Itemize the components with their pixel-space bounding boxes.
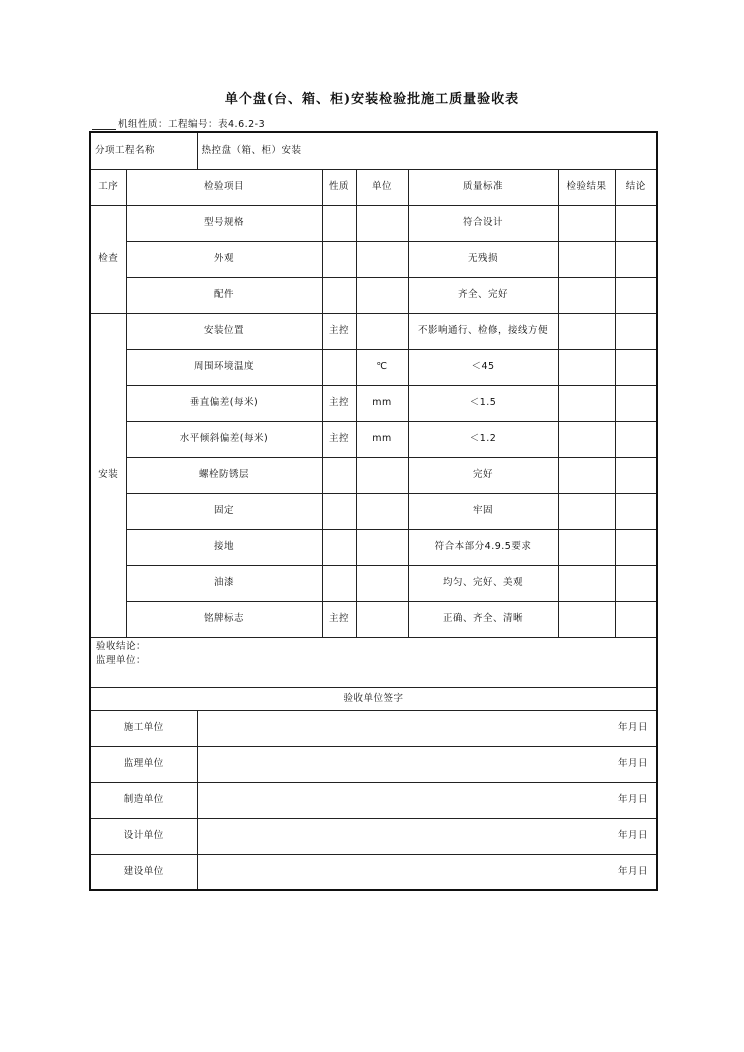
unit-cell [356, 277, 408, 313]
table-row [90, 277, 657, 313]
group-name: 安装 [90, 313, 126, 637]
item-cell: 接地 [126, 529, 322, 565]
header-item: 检验项目 [126, 169, 322, 205]
table-row [90, 205, 657, 241]
signature-date[interactable]: 年月日 [197, 746, 657, 782]
unit-cell [356, 457, 408, 493]
unit-cell [356, 313, 408, 349]
group-name: 检查 [90, 205, 126, 313]
result-cell [558, 241, 615, 277]
project-value: 热控盘（箱、柜）安装 [197, 132, 657, 169]
table-row [90, 349, 657, 385]
unit-cell: mm [356, 421, 408, 457]
standard-cell: 齐全、完好 [408, 277, 558, 313]
result-cell [558, 385, 615, 421]
conclusion-cell [615, 385, 657, 421]
unit-cell [356, 601, 408, 637]
conclusion-cell [615, 565, 657, 601]
conclusion-cell [615, 601, 657, 637]
signature-heading-row [90, 687, 657, 710]
form-meta [92, 116, 265, 130]
inspection-table [89, 131, 658, 891]
signature-unit: 监理单位 [90, 746, 197, 782]
standard-cell: 均匀、完好、美观 [408, 565, 558, 601]
result-cell [558, 349, 615, 385]
standard-cell: 符合设计 [408, 205, 558, 241]
standard-cell: ＜45 [408, 349, 558, 385]
signature-row [90, 782, 657, 818]
conclusion-label: 验收结论： [96, 640, 147, 652]
supervisor-label: 监理单位： [96, 654, 147, 666]
header-standard: 质量标准 [408, 169, 558, 205]
item-cell: 油漆 [126, 565, 322, 601]
result-cell [558, 601, 615, 637]
signature-row [90, 710, 657, 746]
table-row [90, 457, 657, 493]
unit-cell [356, 241, 408, 277]
signature-unit: 设计单位 [90, 818, 197, 854]
project-label: 分项工程名称 [90, 132, 197, 169]
nature-cell [322, 241, 356, 277]
unit-cell [356, 565, 408, 601]
standard-cell: ＜1.2 [408, 421, 558, 457]
result-cell [558, 313, 615, 349]
nature-cell: 主控 [322, 601, 356, 637]
header-process: 工序 [90, 169, 126, 205]
standard-cell: 牢固 [408, 493, 558, 529]
header-row [90, 169, 657, 205]
result-cell [558, 493, 615, 529]
unit-cell [356, 529, 408, 565]
result-cell [558, 565, 615, 601]
item-cell: 固定 [126, 493, 322, 529]
standard-cell: 符合本部分4.9.5要求 [408, 529, 558, 565]
conclusion-cell [615, 457, 657, 493]
standard-cell: ＜1.5 [408, 385, 558, 421]
signature-unit: 建设单位 [90, 854, 197, 890]
nature-cell [322, 277, 356, 313]
standard-cell: 无残损 [408, 241, 558, 277]
signature-unit: 制造单位 [90, 782, 197, 818]
conclusion-block [90, 637, 657, 687]
item-cell: 型号规格 [126, 205, 322, 241]
result-cell [558, 457, 615, 493]
nature-cell [322, 205, 356, 241]
header-nature: 性质 [322, 169, 356, 205]
result-cell [558, 277, 615, 313]
table-row [90, 565, 657, 601]
table-row [90, 529, 657, 565]
item-cell: 外观 [126, 241, 322, 277]
table-row [90, 385, 657, 421]
result-cell [558, 205, 615, 241]
table-row [90, 241, 657, 277]
conclusion-row [90, 637, 657, 687]
result-cell [558, 529, 615, 565]
unit-cell [356, 205, 408, 241]
page-title: 单个盘(台、箱、柜)安装检验批施工质量验收表 [224, 92, 520, 107]
conclusion-cell [615, 349, 657, 385]
blank-underline [92, 119, 116, 130]
nature-cell [322, 349, 356, 385]
signature-date[interactable]: 年月日 [197, 818, 657, 854]
nature-cell [322, 565, 356, 601]
item-cell: 垂直偏差(每米) [126, 385, 322, 421]
table-row [90, 493, 657, 529]
conclusion-cell [615, 313, 657, 349]
nature-cell [322, 529, 356, 565]
standard-cell: 正确、齐全、清晰 [408, 601, 558, 637]
standard-cell: 不影响通行、检修，接线方便 [408, 313, 558, 349]
nature-cell: 主控 [322, 385, 356, 421]
unit-cell: mm [356, 385, 408, 421]
item-cell: 安装位置 [126, 313, 322, 349]
item-cell: 水平倾斜偏差(每米) [126, 421, 322, 457]
unit-cell [356, 493, 408, 529]
nature-cell: 主控 [322, 421, 356, 457]
signature-row [90, 746, 657, 782]
table-row [90, 421, 657, 457]
header-result: 检验结果 [558, 169, 615, 205]
conclusion-cell [615, 241, 657, 277]
project-row [90, 132, 657, 169]
item-cell: 铭牌标志 [126, 601, 322, 637]
signature-date[interactable]: 年月日 [197, 710, 657, 746]
item-cell: 配件 [126, 277, 322, 313]
meta-text: 机组性质：工程编号：表4.6.2-3 [118, 119, 266, 130]
nature-cell: 主控 [322, 313, 356, 349]
nature-cell [322, 493, 356, 529]
header-unit: 单位 [356, 169, 408, 205]
conclusion-cell [615, 277, 657, 313]
unit-cell: ℃ [356, 349, 408, 385]
conclusion-cell [615, 493, 657, 529]
conclusion-cell [615, 529, 657, 565]
signature-unit: 施工单位 [90, 710, 197, 746]
standard-cell: 完好 [408, 457, 558, 493]
signature-heading: 验收单位签字 [90, 687, 657, 710]
table-row [90, 313, 657, 349]
item-cell: 螺栓防锈层 [126, 457, 322, 493]
signature-date[interactable]: 年月日 [197, 782, 657, 818]
header-conclusion: 结论 [615, 169, 657, 205]
signature-row [90, 854, 657, 890]
result-cell [558, 421, 615, 457]
conclusion-cell [615, 205, 657, 241]
nature-cell [322, 457, 356, 493]
item-cell: 周围环境温度 [126, 349, 322, 385]
table-row [90, 601, 657, 637]
signature-date[interactable]: 年月日 [197, 854, 657, 890]
conclusion-cell [615, 421, 657, 457]
signature-row [90, 818, 657, 854]
